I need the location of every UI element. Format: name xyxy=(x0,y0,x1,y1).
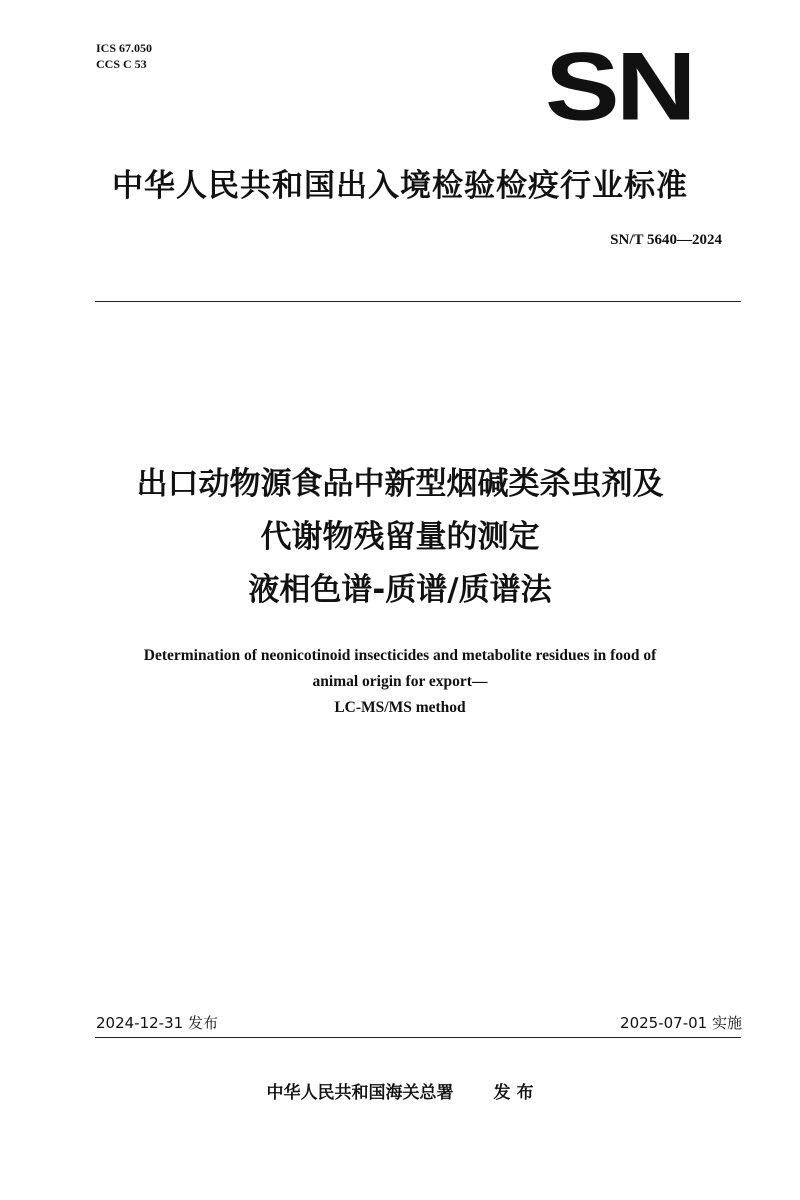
english-title-line: animal origin for export— xyxy=(312,673,488,690)
issue-date: 2024-12-31 发布 xyxy=(96,1014,218,1032)
classification-codes xyxy=(96,40,152,72)
publisher-line xyxy=(0,1078,800,1103)
publisher-name: 中华人民共和国海关总署 xyxy=(266,1083,454,1103)
english-title-line: LC-MS/MS method xyxy=(334,699,466,716)
ccs-code: CCS C 53 xyxy=(96,57,147,71)
footer-divider xyxy=(95,1037,741,1038)
chinese-title-line: 出口动物源食品中新型烟碱类杀虫剂及 xyxy=(136,466,664,502)
standard-category-title: 中华人民共和国出入境检验检疫行业标准 xyxy=(112,168,688,204)
implementation-date: 2025-07-01 实施 xyxy=(620,1014,742,1032)
header-divider xyxy=(95,301,741,302)
english-title-line: Determination of neonicotinoid insecticides and metabolite residues in food of xyxy=(143,647,657,664)
standard-number: SN/T 5640—2024 xyxy=(610,232,722,248)
english-title xyxy=(40,643,760,721)
publish-action: 发 布 xyxy=(493,1083,534,1103)
sn-logo: SN xyxy=(545,32,693,141)
chinese-title-line: 代谢物残留量的测定 xyxy=(260,519,540,555)
chinese-title-line: 液相色谱-质谱/质谱法 xyxy=(248,572,552,608)
chinese-title xyxy=(40,458,760,617)
ics-code: ICS 67.050 xyxy=(96,41,153,55)
